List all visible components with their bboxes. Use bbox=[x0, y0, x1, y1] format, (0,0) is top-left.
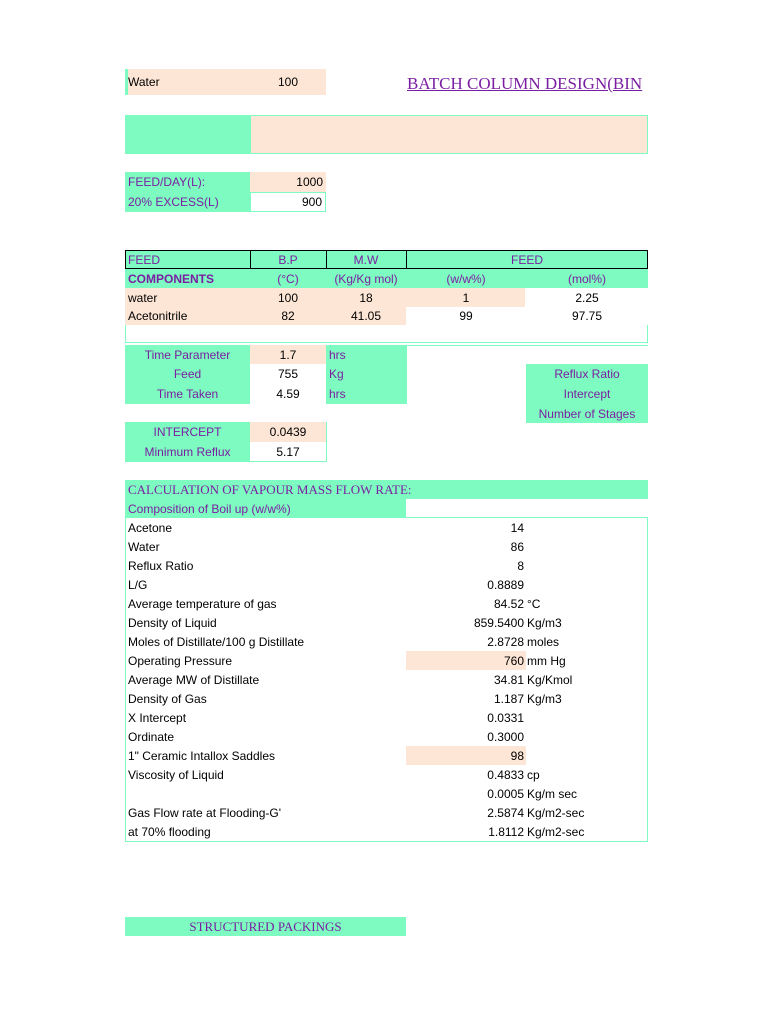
subheader-mw-unit: (Kg/Kg mol) bbox=[334, 271, 398, 286]
time-taken-unit: hrs bbox=[329, 387, 346, 401]
vapour-row-value: 86 bbox=[510, 539, 524, 554]
feed-day-label: FEED/DAY(L): bbox=[125, 172, 250, 192]
vapour-row-value: 8 bbox=[517, 558, 524, 573]
subheader-ww: (w/w%) bbox=[446, 271, 486, 286]
subheader-components: COMPONENTS bbox=[128, 271, 215, 286]
excess-value: 900 bbox=[250, 192, 326, 212]
comp-mol: 97.75 bbox=[571, 309, 603, 323]
water-value[interactable]: 100 bbox=[277, 75, 299, 89]
time-param-value[interactable]: 1.7 bbox=[250, 345, 326, 364]
vapour-row-value: 14 bbox=[510, 520, 524, 535]
vapour-row-unit: cp bbox=[527, 767, 540, 782]
vapour-row-label: Acetone bbox=[128, 520, 173, 535]
vapour-row-value: 1.8112 bbox=[488, 824, 524, 839]
feed-label: Feed bbox=[173, 367, 202, 381]
vapour-row-value: 0.3000 bbox=[487, 729, 524, 744]
comp-mol: 2.25 bbox=[575, 290, 599, 305]
vapour-row-unit: Kg/m sec bbox=[527, 786, 578, 801]
vapour-row-label: X Intercept bbox=[128, 710, 187, 725]
subheader-mol: (mol%) bbox=[568, 271, 606, 286]
vapour-row-unit: °C bbox=[527, 596, 541, 611]
time-param-label: Time Parameter bbox=[144, 347, 231, 362]
min-reflux-label: Minimum Reflux bbox=[125, 442, 250, 462]
feed-value: 755 bbox=[277, 367, 299, 381]
vapour-row-value: 2.8728 bbox=[487, 634, 524, 649]
vapour-row-unit: Kg/m2-sec bbox=[527, 824, 585, 839]
comp-mw: 18 bbox=[359, 290, 373, 305]
vapour-row-value: 0.0331 bbox=[487, 710, 524, 725]
vapour-row-value: 1.187 bbox=[493, 691, 524, 706]
intercept-value[interactable]: 0.0439 bbox=[250, 422, 326, 442]
vapour-row-label: Average MW of Distillate bbox=[128, 672, 260, 687]
vapour-row-label: Density of Gas bbox=[128, 691, 207, 706]
page-title: BATCH COLUMN DESIGN(BIN bbox=[407, 74, 643, 93]
comp-bp: 100 bbox=[277, 290, 299, 305]
vapour-row-unit: moles bbox=[527, 634, 560, 649]
vapour-row-value: 34.81 bbox=[493, 672, 524, 687]
vapour-row-value: 0.0005 bbox=[487, 786, 524, 801]
vapour-row-value: 2.5874 bbox=[487, 805, 524, 820]
comp-name: Acetonitrile bbox=[128, 309, 188, 323]
vapour-row-unit bbox=[526, 727, 648, 746]
min-reflux-value: 5.17 bbox=[276, 445, 300, 459]
comp-ww[interactable]: 1 bbox=[462, 290, 470, 305]
header-bp: B.P bbox=[278, 252, 298, 267]
vapour-row-label: L/G bbox=[128, 577, 148, 592]
vapour-row-value: 0.4833 bbox=[487, 767, 524, 782]
vapour-row-value[interactable]: 760 bbox=[503, 653, 524, 668]
vapour-row-value: 859.5400 bbox=[473, 615, 524, 630]
vapour-row-unit: Kg/Kmol bbox=[527, 672, 573, 687]
vapour-row-unit: Kg/m2-sec bbox=[527, 805, 585, 820]
time-taken-value: 4.59 bbox=[276, 387, 300, 401]
vapour-row-label: Moles of Distillate/100 g Distillate bbox=[128, 634, 305, 649]
comp-mw: 41.05 bbox=[350, 309, 382, 323]
header-feed: FEED bbox=[128, 252, 161, 267]
excess-label: 20% EXCESS(L) bbox=[125, 192, 250, 212]
header-mw: M.W bbox=[353, 252, 379, 267]
vapour-row-unit: Kg/m3 bbox=[527, 691, 562, 706]
vapour-row-unit bbox=[526, 518, 648, 537]
comp-bp: 82 bbox=[281, 309, 295, 323]
vapour-row-unit bbox=[526, 556, 648, 575]
comp-ww: 99 bbox=[459, 309, 473, 323]
subheader-bp-unit: (°C) bbox=[277, 271, 299, 286]
table-bottom-border bbox=[125, 325, 648, 343]
vapour-row-unit: mm Hg bbox=[527, 653, 566, 668]
vapour-row-unit: Kg/m3 bbox=[527, 615, 562, 630]
intercept-label-right: Intercept bbox=[563, 387, 611, 401]
intercept-label: INTERCEPT bbox=[125, 422, 250, 442]
header-feed-comp: FEED bbox=[510, 252, 543, 267]
vapour-row-label bbox=[125, 784, 406, 803]
params-border-left bbox=[406, 345, 407, 404]
reflux-ratio-label: Reflux Ratio bbox=[554, 367, 620, 381]
time-taken-label: Time Taken bbox=[156, 387, 219, 401]
vapour-row-label: at 70% flooding bbox=[128, 824, 211, 839]
vapour-row-label: Ordinate bbox=[128, 729, 175, 744]
vapour-row-unit bbox=[526, 746, 648, 765]
vapour-row-label: Viscosity of Liquid bbox=[128, 767, 224, 782]
vapour-section-subtitle: Composition of Boil up (w/w%) bbox=[125, 499, 406, 518]
vapour-row-label: Reflux Ratio bbox=[128, 558, 194, 573]
comp-name: water bbox=[128, 290, 158, 305]
vapour-row-label: Water bbox=[128, 539, 160, 554]
vapour-row-value: 84.52 bbox=[493, 596, 524, 611]
band-left bbox=[125, 115, 250, 154]
vapour-section-title: CALCULATION OF VAPOUR MASS FLOW RATE: bbox=[125, 480, 648, 499]
feed-day-value[interactable]: 1000 bbox=[250, 172, 326, 192]
vapour-row-value[interactable]: 98 bbox=[510, 748, 524, 763]
vapour-row-label: 1" Ceramic Intallox Saddles bbox=[128, 748, 275, 763]
time-param-unit: hrs bbox=[329, 347, 346, 362]
vapour-row-label: Gas Flow rate at Flooding-G' bbox=[128, 805, 282, 820]
vapour-row-unit bbox=[526, 537, 648, 556]
stages-label: Number of Stages bbox=[538, 406, 636, 421]
feed-unit: Kg bbox=[329, 367, 344, 381]
vapour-row-label: Operating Pressure bbox=[128, 653, 233, 668]
structured-packings-label: STRUCTURED PACKINGS bbox=[125, 917, 406, 936]
vapour-row-unit bbox=[526, 575, 648, 594]
vapour-row-label: Average temperature of gas bbox=[128, 596, 277, 611]
vapour-row-unit bbox=[526, 708, 648, 727]
vapour-row-value: 0.8889 bbox=[487, 577, 524, 592]
water-label: Water bbox=[128, 75, 160, 89]
params-border bbox=[406, 345, 648, 346]
band-right bbox=[250, 115, 648, 154]
vapour-row-label: Density of Liquid bbox=[128, 615, 217, 630]
